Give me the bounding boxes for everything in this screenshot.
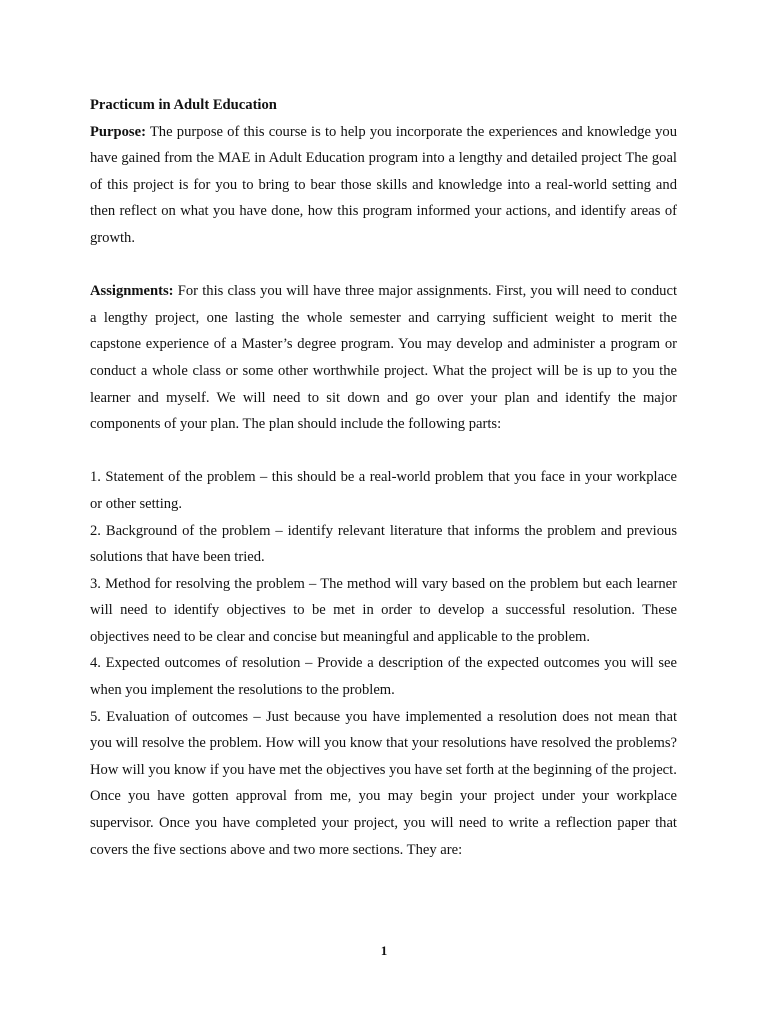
assignments-label: Assignments: [90, 283, 174, 300]
list-item-expected-outcomes: 4. Expected outcomes of resolution – Provide a description of the expected outcomes you will see when you implement the resolutions to the problem. [90, 655, 677, 699]
document-body [90, 92, 677, 863]
list-item-evaluation: 5. Evaluation of outcomes – Just because you have implemented a resolution does not mean that you will resolve the problem. How will you know that your resolutions have resolved the problems? How will you know if you have met the objectives you have set forth at the beginning of the project. [90, 708, 677, 778]
assignments-text: For this class you will have three major assignments. First, you will need to conduct a lengthy project, one lasting the whole semester and carrying sufficient weight to merit the capstone experience of a Master’s degree program. You may develop and administer a program or conduct a whole class or some other worthwhile project. What the project will be is up to you the learner and myself. We will need to sit down and go over your plan and identify the major components of your plan. The plan should include the following parts: [90, 283, 678, 433]
closing-paragraph: Once you have gotten approval from me, you may begin your project under your workplace supervisor. Once you have completed your project, you will need to write a reflection paper that covers the five sections above and two more sections. They are: [90, 788, 677, 858]
list-item-method: 3. Method for resolving the problem – The method will vary based on the problem but each learner will need to identify objectives to be met in order to develop a successful resolution. These objectives need to be clear and concise but meaningful and applicable to the problem. [90, 575, 677, 645]
purpose-text: The purpose of this course is to help you incorporate the experiences and knowledge you have gained from the MAE in Adult Education program into a lengthy and detailed project The goal of this project is for you to bring to bear those skills and knowledge into a real-world setting and then reflect on what you have done, how this program informed your actions, and identify areas of growth. [90, 123, 678, 246]
document-title: Practicum in Adult Education [90, 97, 277, 113]
page-number: 1 [380, 943, 388, 958]
list-item-statement: 1. Statement of the problem – this should be a real-world problem that you face in your workplace or other setting. [90, 469, 677, 512]
purpose-paragraph [90, 119, 677, 252]
assignments-paragraph [90, 278, 677, 438]
list-item-background: 2. Background of the problem – identify relevant literature that informs the problem and previous solutions that have been tried. [90, 522, 677, 566]
purpose-label: Purpose: [90, 123, 146, 140]
